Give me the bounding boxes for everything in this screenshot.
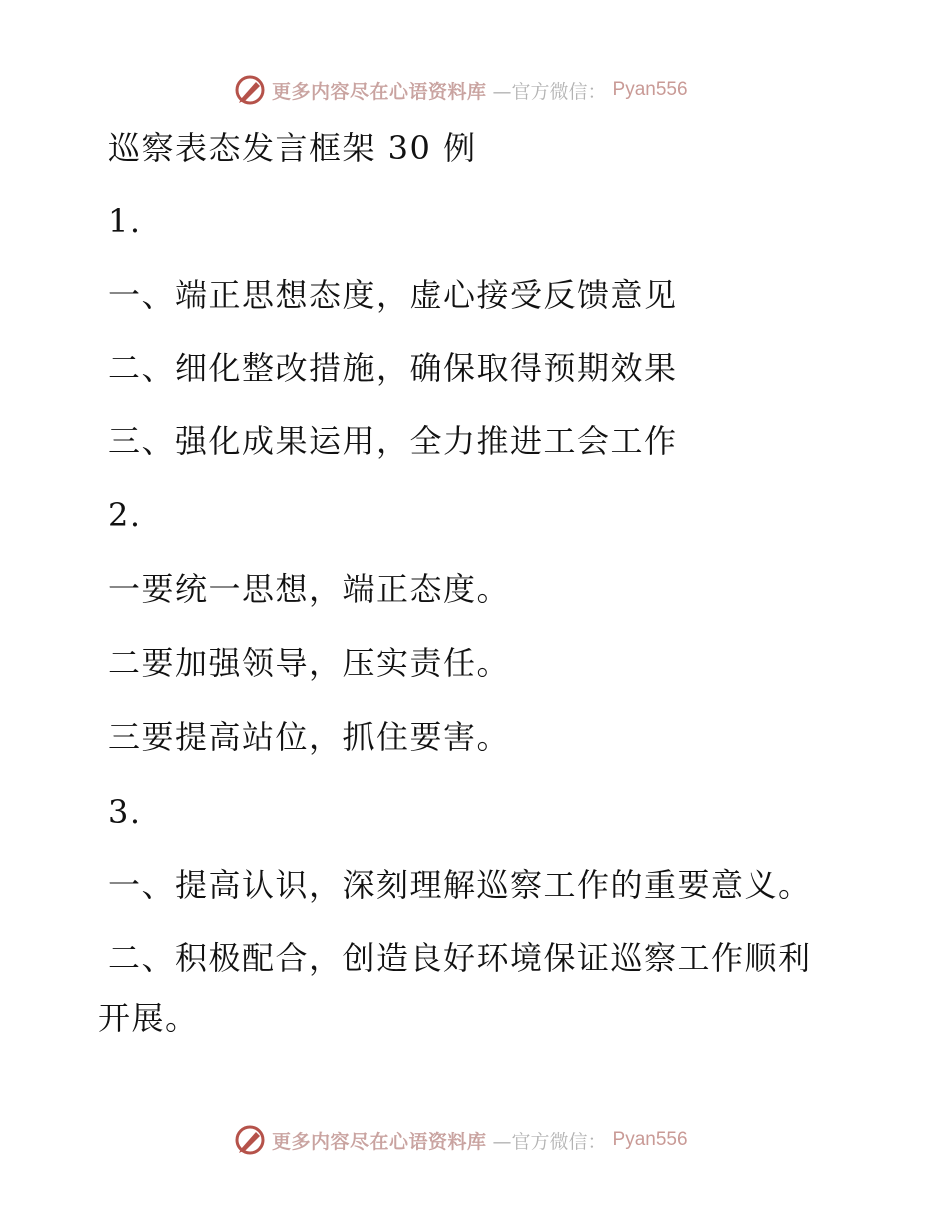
body-line: 二要加强领导，压实责任。	[108, 644, 511, 682]
pen-logo-icon	[234, 74, 266, 106]
body-line: 一、提高认识，深刻理解巡察工作的重要意义。	[108, 866, 812, 904]
document-title: 巡察表态发言框架 30 例	[108, 129, 477, 167]
body-line: 一要统一思想，端正态度。	[108, 570, 511, 608]
body-line: 二、积极配合，创造良好环境保证巡察工作顺利	[108, 939, 812, 977]
section-number: 3.	[108, 793, 142, 831]
watermark-footer	[234, 1123, 688, 1157]
watermark-account: Pyan556	[612, 79, 688, 100]
watermark-official-label: —官方微信：	[492, 80, 607, 103]
section-number: 1.	[108, 202, 142, 240]
body-line: 三要提高站位，抓住要害。	[108, 718, 511, 756]
watermark-official-label: —官方微信：	[492, 1130, 607, 1153]
section-number: 2.	[108, 496, 142, 534]
watermark-brand: 更多内容尽在心语资料库	[272, 1130, 487, 1153]
pen-logo-icon	[234, 1124, 266, 1156]
body-line: 二、细化整改措施，确保取得预期效果	[108, 349, 678, 387]
body-line-continuation: 开展。	[98, 999, 199, 1037]
body-line: 三、强化成果运用，全力推进工会工作	[108, 422, 678, 460]
body-line: 一、端正思想态度，虚心接受反馈意见	[108, 276, 678, 314]
watermark-brand: 更多内容尽在心语资料库	[272, 80, 487, 103]
watermark-header	[234, 73, 688, 107]
watermark-account: Pyan556	[612, 1129, 688, 1150]
